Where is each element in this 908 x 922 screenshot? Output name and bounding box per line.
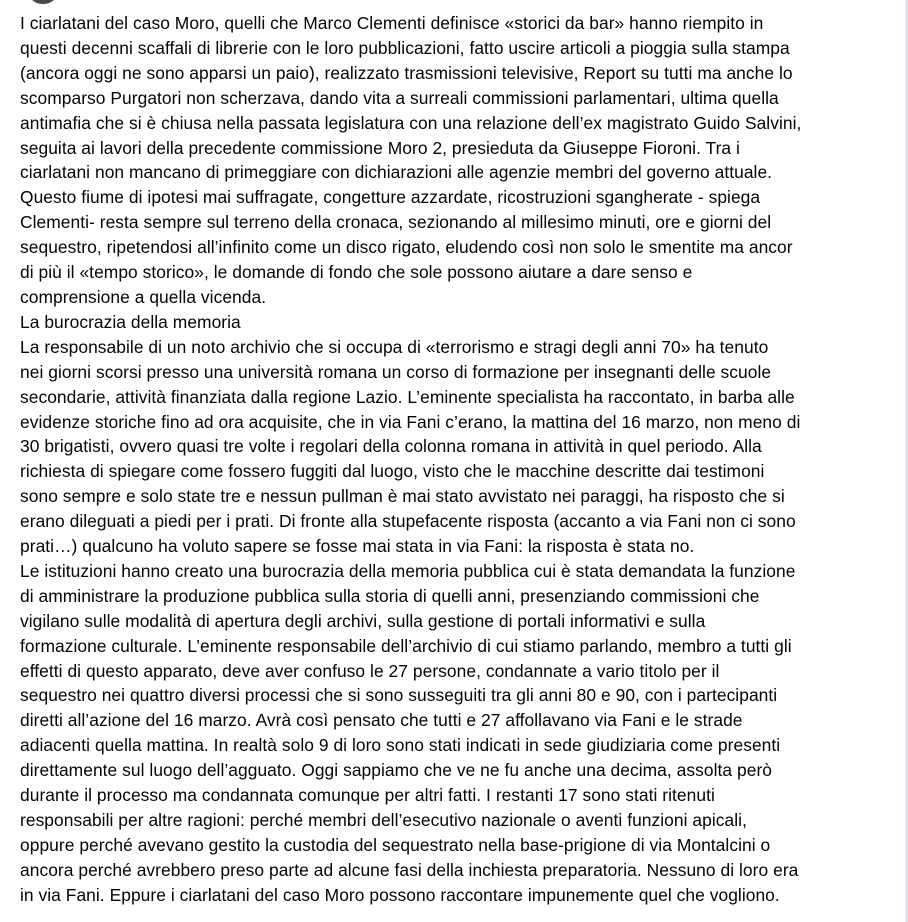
text-line: in via Fani. Eppure i ciarlatani del caso Moro possono raccontare impunemente quel che vogliono.: [20, 884, 780, 905]
text-line: (ancora oggi ne sono apparsi un paio), realizzato trasmissioni televisive, Report su tutti ma anche lo: [20, 62, 793, 83]
text-line: adiacenti quella mattina. In realtà solo 9 di loro sono stati indicati in sede giudiziaria come presenti: [20, 735, 781, 756]
text-line: ciarlatani non mancano di primeggiare con dichiarazioni alle agenzie membri del governo attuale.: [20, 162, 773, 183]
text-line: durante il processo ma condannata comunque per altri fatti. I restanti 17 sono stati ritenuti: [20, 785, 715, 806]
text-line: questi decenni scaffali di librerie con le loro pubblicazioni, fatto uscire articoli a pioggia sulla stampa: [20, 37, 790, 58]
text-line: scomparso Purgatori non scherzava, dando vita a surreali commissioni parlamentari, ultima quella: [20, 87, 779, 108]
text-line: evidenze storiche fino ad ora acquisite, che in via Fani c’erano, la mattina del 16 marzo, non meno di: [20, 411, 801, 432]
text-line: effetti di questo apparato, deve aver confuso le 27 persone, condannate a vario titolo per il: [20, 660, 720, 681]
text-line: nei giorni scorsi presso una università romana un corso di formazione per insegnanti delle scuole: [20, 361, 772, 382]
text-line: ancora perché avrebbero preso parte ad alcune fasi della inchiesta preparatoria. Nessuno di loro era: [20, 859, 799, 880]
text-line: Clementi- resta sempre sul terreno della cronaca, sezionando al millesimo minuti, ore e giorni del: [20, 212, 772, 233]
text-line: comprensione a quella vicenda.: [20, 286, 267, 307]
paragraph: [20, 11, 886, 310]
section-heading: [20, 310, 886, 335]
text-line: responsabili per altre ragioni: perché membri dell’esecutivo nazionale o aventi funzioni apicali,: [20, 810, 747, 830]
text-line: sequestro nei quattro diversi processi che si sono susseguiti tra gli anni 80 e 90, con i partecipanti: [20, 685, 778, 706]
text-line: La burocrazia della memoria: [20, 311, 241, 332]
text-line: antimafia che si è chiusa nella passata legislatura con una relazione dell’ex magistrato Guido Salvini,: [20, 112, 802, 133]
text-line: La responsabile di un noto archivio che si occupa di «terrorismo e stragi degli anni 70» ha tenuto: [20, 336, 769, 357]
paragraph: [20, 559, 886, 908]
text-line: direttamente sul luogo dell’agguato. Oggi sappiamo che ve ne fu anche una decima, assolta però: [20, 760, 773, 781]
text-line: Le istituzioni hanno creato una burocrazia della memoria pubblica cui è stata demandata la funzione: [20, 560, 796, 581]
text-line: formazione culturale. L’eminente responsabile dell’archivio di cui stiamo parlando, membro a tutti gli: [20, 635, 792, 656]
text-line: diretti all’azione del 16 marzo. Avrà così pensato che tutti e 27 affollavano via Fani e le strade: [20, 710, 743, 731]
avatar[interactable]: [30, 0, 56, 4]
text-line: Questo fiume di ipotesi mai suffragate, congetture azzardate, ricostruzioni sgangherate - spiega: [20, 187, 761, 208]
text-line: di amministrare la produzione pubblica sulla storia di quelli anni, presenziando commissioni che: [20, 585, 760, 606]
text-line: 30 brigatisti, ovvero quasi tre volte i regolari della colonna romana in attività in quel periodo. Alla: [20, 436, 762, 457]
text-line: vigilano sulle modalità di apertura degli archivi, sulla gestione di portali informativi e sulla: [20, 610, 706, 631]
text-line: I ciarlatani del caso Moro, quelli che Marco Clementi definisce «storici da bar» hanno riempito in: [20, 13, 764, 33]
text-line: di più il «tempo storico», le domande di fondo che sole possono aiutare a dare senso e: [20, 262, 693, 283]
paragraph: [20, 335, 886, 559]
text-line: secondarie, attività finanziata dalla regione Lazio. L’eminente specialista ha raccontato, in barba alle: [20, 386, 795, 407]
text-line: sono sempre e solo state tre e nessun pullman è mai stato avvistato nei paraggi, ha risposto che si: [20, 486, 785, 507]
text-line: prati…) qualcuno ha voluto sapere se fosse mai stata in via Fani: la risposta è stata no.: [20, 536, 695, 557]
text-line: richiesta di spiegare come fossero fuggiti dal luogo, visto che le macchine descritte dai testimoni: [20, 461, 765, 482]
post-text: [20, 11, 886, 908]
text-line: erano dileguati a piedi per i prati. Di fronte alla stupefacente risposta (accanto a via Fani non ci sono: [20, 511, 796, 532]
text-line: sequestro, ripetendosi all’infinito come un disco rigato, eludendo così non solo le smentite ma ancor: [20, 237, 793, 258]
text-line: oppure perché avevano gestito la custodia del sequestrato nella base-prigione di via Montalcini o: [20, 834, 771, 855]
text-line: seguita ai lavori della precedente commissione Moro 2, presieduta da Giuseppe Fioroni. Tra i: [20, 137, 740, 158]
